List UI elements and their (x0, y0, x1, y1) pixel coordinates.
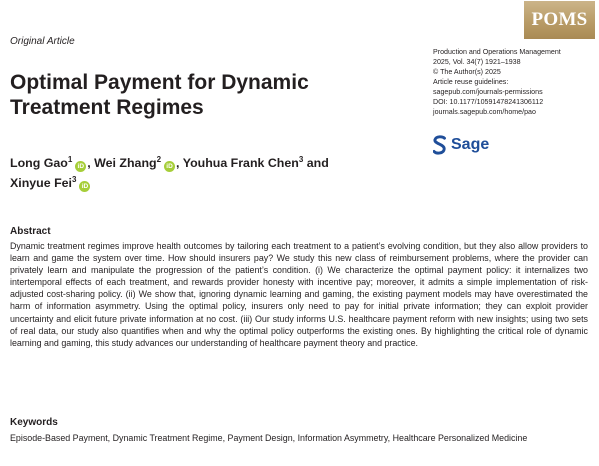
author-affiliation: 2 (156, 154, 162, 164)
orcid-icon[interactable]: iD (79, 181, 90, 192)
journal-logo-text: POMS (531, 9, 588, 30)
orcid-icon[interactable]: iD (164, 161, 175, 172)
author-list (10, 153, 390, 193)
volume-info: 2025, Vol. 34(7) 1921–1938 (433, 58, 521, 66)
author-separator: , (87, 156, 95, 170)
doi-link[interactable]: DOI: 10.1177/10591478241306112 (433, 98, 544, 106)
orcid-icon[interactable]: iD (75, 161, 86, 172)
author: Xinyue Fei (10, 176, 72, 190)
publisher-logo[interactable] (433, 135, 489, 155)
journal-homepage-link[interactable]: journals.sagepub.com/home/pao (433, 108, 536, 116)
sage-logo-icon (433, 135, 446, 155)
author-affiliation: 1 (67, 154, 73, 164)
abstract-text: Dynamic treatment regimes improve health outcomes by tailoring each treatment to a patient’s evolving condition, but they also allow providers to learn and game the system over time. How should insurers pay? We study this new class of reimbursement problems, where the provider can privately learn and manipulate the progression of the patient’s condition. (i) We characterize the optimal payment policy: it internalizes two intertemporal effects of each treatment, and rewards provider honesty with incentive pay; moreover, it admits a simple implementation of risk-adjusted cost-sharing policy. (ii) We show that, ignoring dynamic learning and gaming, the existing payment models may have overestimated the harm of information asymmetry. Using the optimal policy, insurers only need to pay for initial private information; they can exploit provider uncertainty and elicit future private information at no cost. (iii) Our study informs U.S. healthcare payment reform with new insights; using two sets of real data, our study also quantifies when and why the optimal policy outperforms the existing ones. By highlighting the critical role of dynamic learning and gaming, this study advances our understanding of healthcare payment theory and practice. (10, 241, 588, 348)
article-title: Optimal Payment for Dynamic Treatment Regimes (10, 71, 309, 119)
article-type: Original Article (10, 36, 75, 47)
reuse-link[interactable]: sagepub.com/journals-permissions (433, 88, 543, 96)
author: Youhua Frank Chen (182, 156, 299, 170)
keywords-heading: Keywords (10, 417, 58, 428)
publisher-name: Sage (451, 136, 490, 153)
author-affiliation: 3 (298, 154, 304, 164)
journal-name: Production and Operations Management (433, 48, 561, 56)
journal-logo[interactable] (524, 1, 595, 39)
copyright-notice: © The Author(s) 2025 (433, 68, 501, 76)
author-affiliation: 3 (71, 174, 77, 184)
author: Wei Zhang (94, 156, 157, 170)
keywords-text: Episode-Based Payment, Dynamic Treatment Regime, Payment Design, Information Asymmetry, Healthcare Personalized Medicine (10, 433, 528, 443)
author: Long Gao (10, 156, 68, 170)
author-separator: , (176, 156, 183, 170)
author-separator: and (303, 156, 329, 170)
abstract-heading: Abstract (10, 226, 51, 237)
reuse-label: Article reuse guidelines: (433, 78, 509, 86)
article-metadata (433, 47, 599, 117)
